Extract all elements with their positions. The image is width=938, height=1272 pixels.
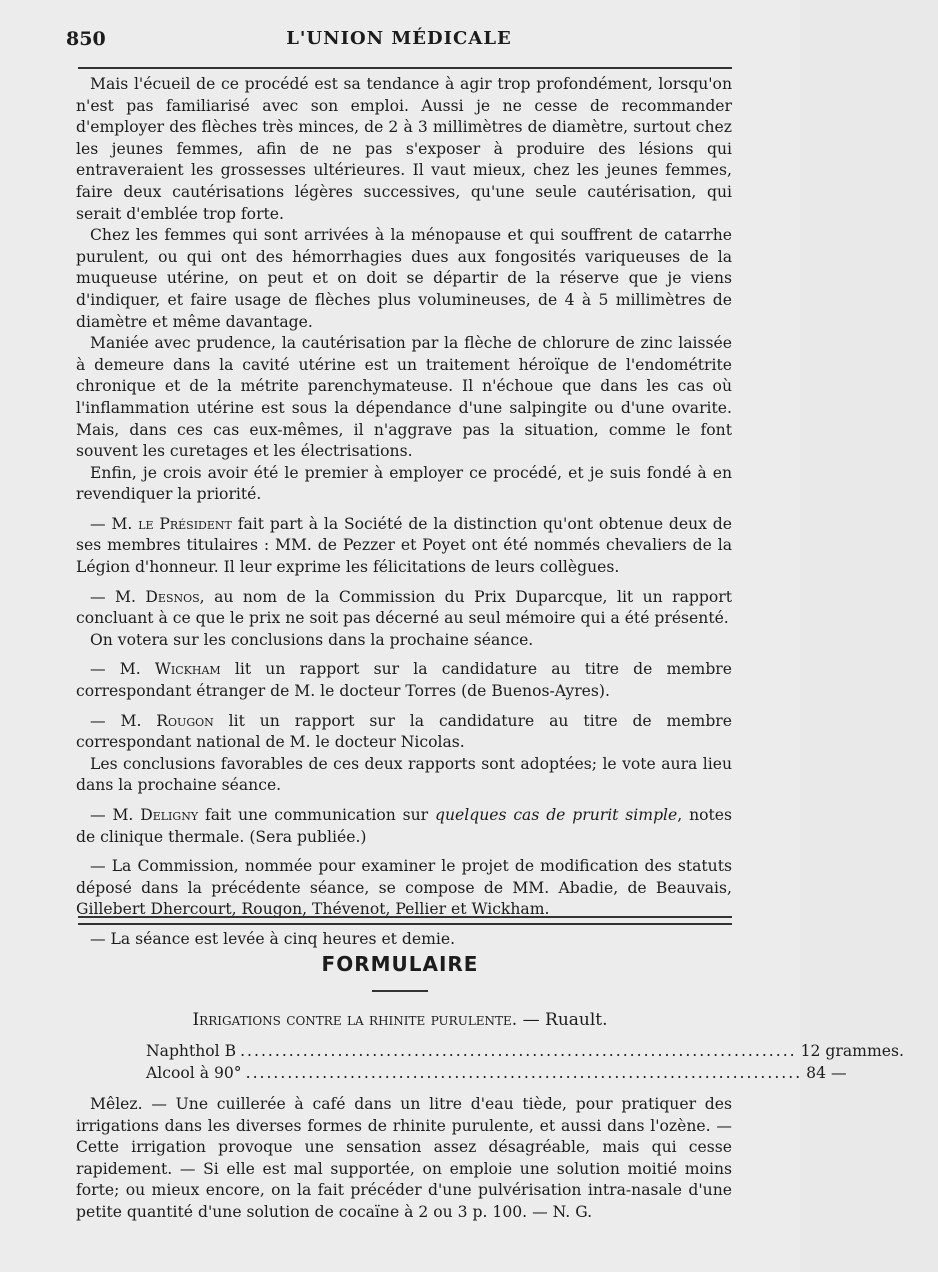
speaker-name: M. Wickham: [119, 660, 221, 679]
paragraph-text: , notes de clinique thermale. (Sera publiée.): [76, 806, 732, 846]
ingredient-row: [146, 1062, 847, 1084]
recipe-title: [0, 1010, 800, 1030]
ingredient-row: [146, 1040, 904, 1062]
recipe-author: — Ruault.: [517, 1010, 608, 1030]
paragraph: Mais l'écueil de ce procédé est sa tendance à agir trop profondément, lorsqu'on n'est pas familiarisé avec son emploi. Aussi je ne cesse de recommander d'employer des flèches très minces, de 2 à 3 millimètres de diamètre, surtout chez les jeunes femmes, afin de ne pas s'exposer à produire des lésions qui entraveraient les grossesses ultérieures. Il vaut mieux, chez les jeunes femmes, faire deux cautérisations légères successives, qu'une seule cautérisation, qui serait d'emblée trop forte.: [76, 75, 732, 223]
page-header: [66, 28, 732, 58]
paragraph: [76, 514, 732, 579]
ingredient-quantity: 84 —: [806, 1064, 847, 1082]
paragraph: Chez les femmes qui sont arrivées à la ménopause et qui souffrent de catarrhe purulent, ou qui ont des hémorrhagies dues aux fongosités variqueuses de la muqueuse utérine, on peut et on doit se départir de la réserve que je viens d'indiquer, et faire usage de flèches plus volumineuses, de 4 à 5 millimètres de diamètre et même davantage.: [76, 226, 732, 331]
dash: —: [90, 587, 116, 606]
speaker-name: M. Desnos: [115, 587, 200, 606]
paragraph-text: fait part à la Société de la distinction qu'ont obtenue deux de ses membres titulaires : MM. de Pezzer et Poyet ont été nommés chevaliers de la Légion d'honneur. Il leur exprime les félicitations de leurs collègues.: [76, 514, 732, 577]
recipe-name: Irrigations contre la rhinite purulente.: [192, 1010, 518, 1030]
paragraph: On votera sur les conclusions dans la prochaine séance.: [90, 630, 534, 649]
journal-title: L'UNION MÉDICALE: [286, 28, 512, 49]
speaker-name: M. Rougon: [120, 711, 214, 730]
leader-dots: ................................................................................: [245, 1064, 803, 1082]
paragraph: Les conclusions favorables de ces deux rapports sont adoptées; le vote aura lieu dans la prochaine séance.: [76, 754, 732, 795]
ingredient-name: Naphthol B: [146, 1042, 237, 1060]
dash: —: [90, 660, 120, 679]
dash: —: [90, 806, 113, 824]
section-title: FORMULAIRE: [321, 952, 479, 976]
paragraph-text: lit un rapport sur la candidature au titre de membre correspondant national de M. le docteur Nicolas.: [76, 711, 732, 752]
paragraph: Enfin, je crois avoir été le premier à employer ce procédé, et je suis fondé à en revendiquer la priorité.: [76, 463, 732, 504]
communication-title: quelques cas de prurit simple: [434, 806, 678, 824]
section-divider: [78, 916, 732, 925]
paragraph: [76, 587, 732, 630]
dash: —: [90, 514, 112, 533]
paragraph: — La séance est levée à cinq heures et demie.: [90, 929, 456, 948]
page-number: 850: [66, 28, 106, 50]
paragraph: — La Commission, nommée pour examiner le projet de modification des statuts déposé dans la précédente séance, se compose de MM. Abadie, de Beauvais, Gillebert Dhercourt, Rougon, Thévenot, Pellier et Wickham.: [76, 857, 732, 919]
ingredient-name: Alcool à 90°: [146, 1064, 242, 1082]
paragraph: Maniée avec prudence, la cautérisation par la flèche de chlorure de zinc laissée à demeure dans la cavité utérine est un traitement héroïque de l'endométrite chronique et de la métrite parenchymateuse. Il n'échoue que dans les cas où l'inflammation utérine est sous la dépendance d'une salpingite ou d'une ovarite. Mais, dans ces cas eux-mêmes, il n'aggrave pas la situation, comme le font souvent les curetages et les électrisations.: [76, 334, 732, 461]
recipe-instructions: [76, 1094, 732, 1224]
ingredient-quantity: 12 grammes.: [800, 1042, 904, 1060]
paragraph-text: fait une communication sur: [198, 806, 435, 824]
header-rule: [78, 67, 732, 69]
leader-dots: ................................................................................: [240, 1042, 797, 1060]
speaker-name: M. Deligny: [112, 806, 199, 824]
paragraph: [76, 659, 732, 702]
ingredient-list: [146, 1040, 904, 1084]
paragraph-text: lit un rapport sur la candidature au titre de membre correspondant étranger de M. le docteur Torres (de Buenos-Ayres).: [76, 660, 732, 701]
paragraph: Mêlez. — Une cuillerée à café dans un litre d'eau tiède, pour pratiquer des irrigations dans les diverses formes de rhinite purulente, et aussi dans l'ozène. — Cette irrigation provoque une sensation assez désagréable, mais qui cesse rapidement. — Si elle est mal supportée, on emploie une solution moitié moins forte; ou mieux encore, on la fait précéder d'une pulvérisation intra-nasale d'une petite quantité d'une solution de cocaïne à 2 ou 3 p. 100. — N. G.: [76, 1095, 732, 1221]
paragraph-text: , au nom de la Commission du Prix Duparcque, lit un rapport concluant à ce que le prix ne soit pas décerné au seul mémoire qui a été présenté.: [76, 587, 732, 628]
dash: —: [90, 711, 121, 730]
speaker-name: M. le Président: [111, 514, 232, 533]
title-underline: [372, 990, 428, 992]
paragraph: [76, 805, 732, 848]
paragraph: [76, 711, 732, 754]
article-body: [76, 74, 732, 951]
